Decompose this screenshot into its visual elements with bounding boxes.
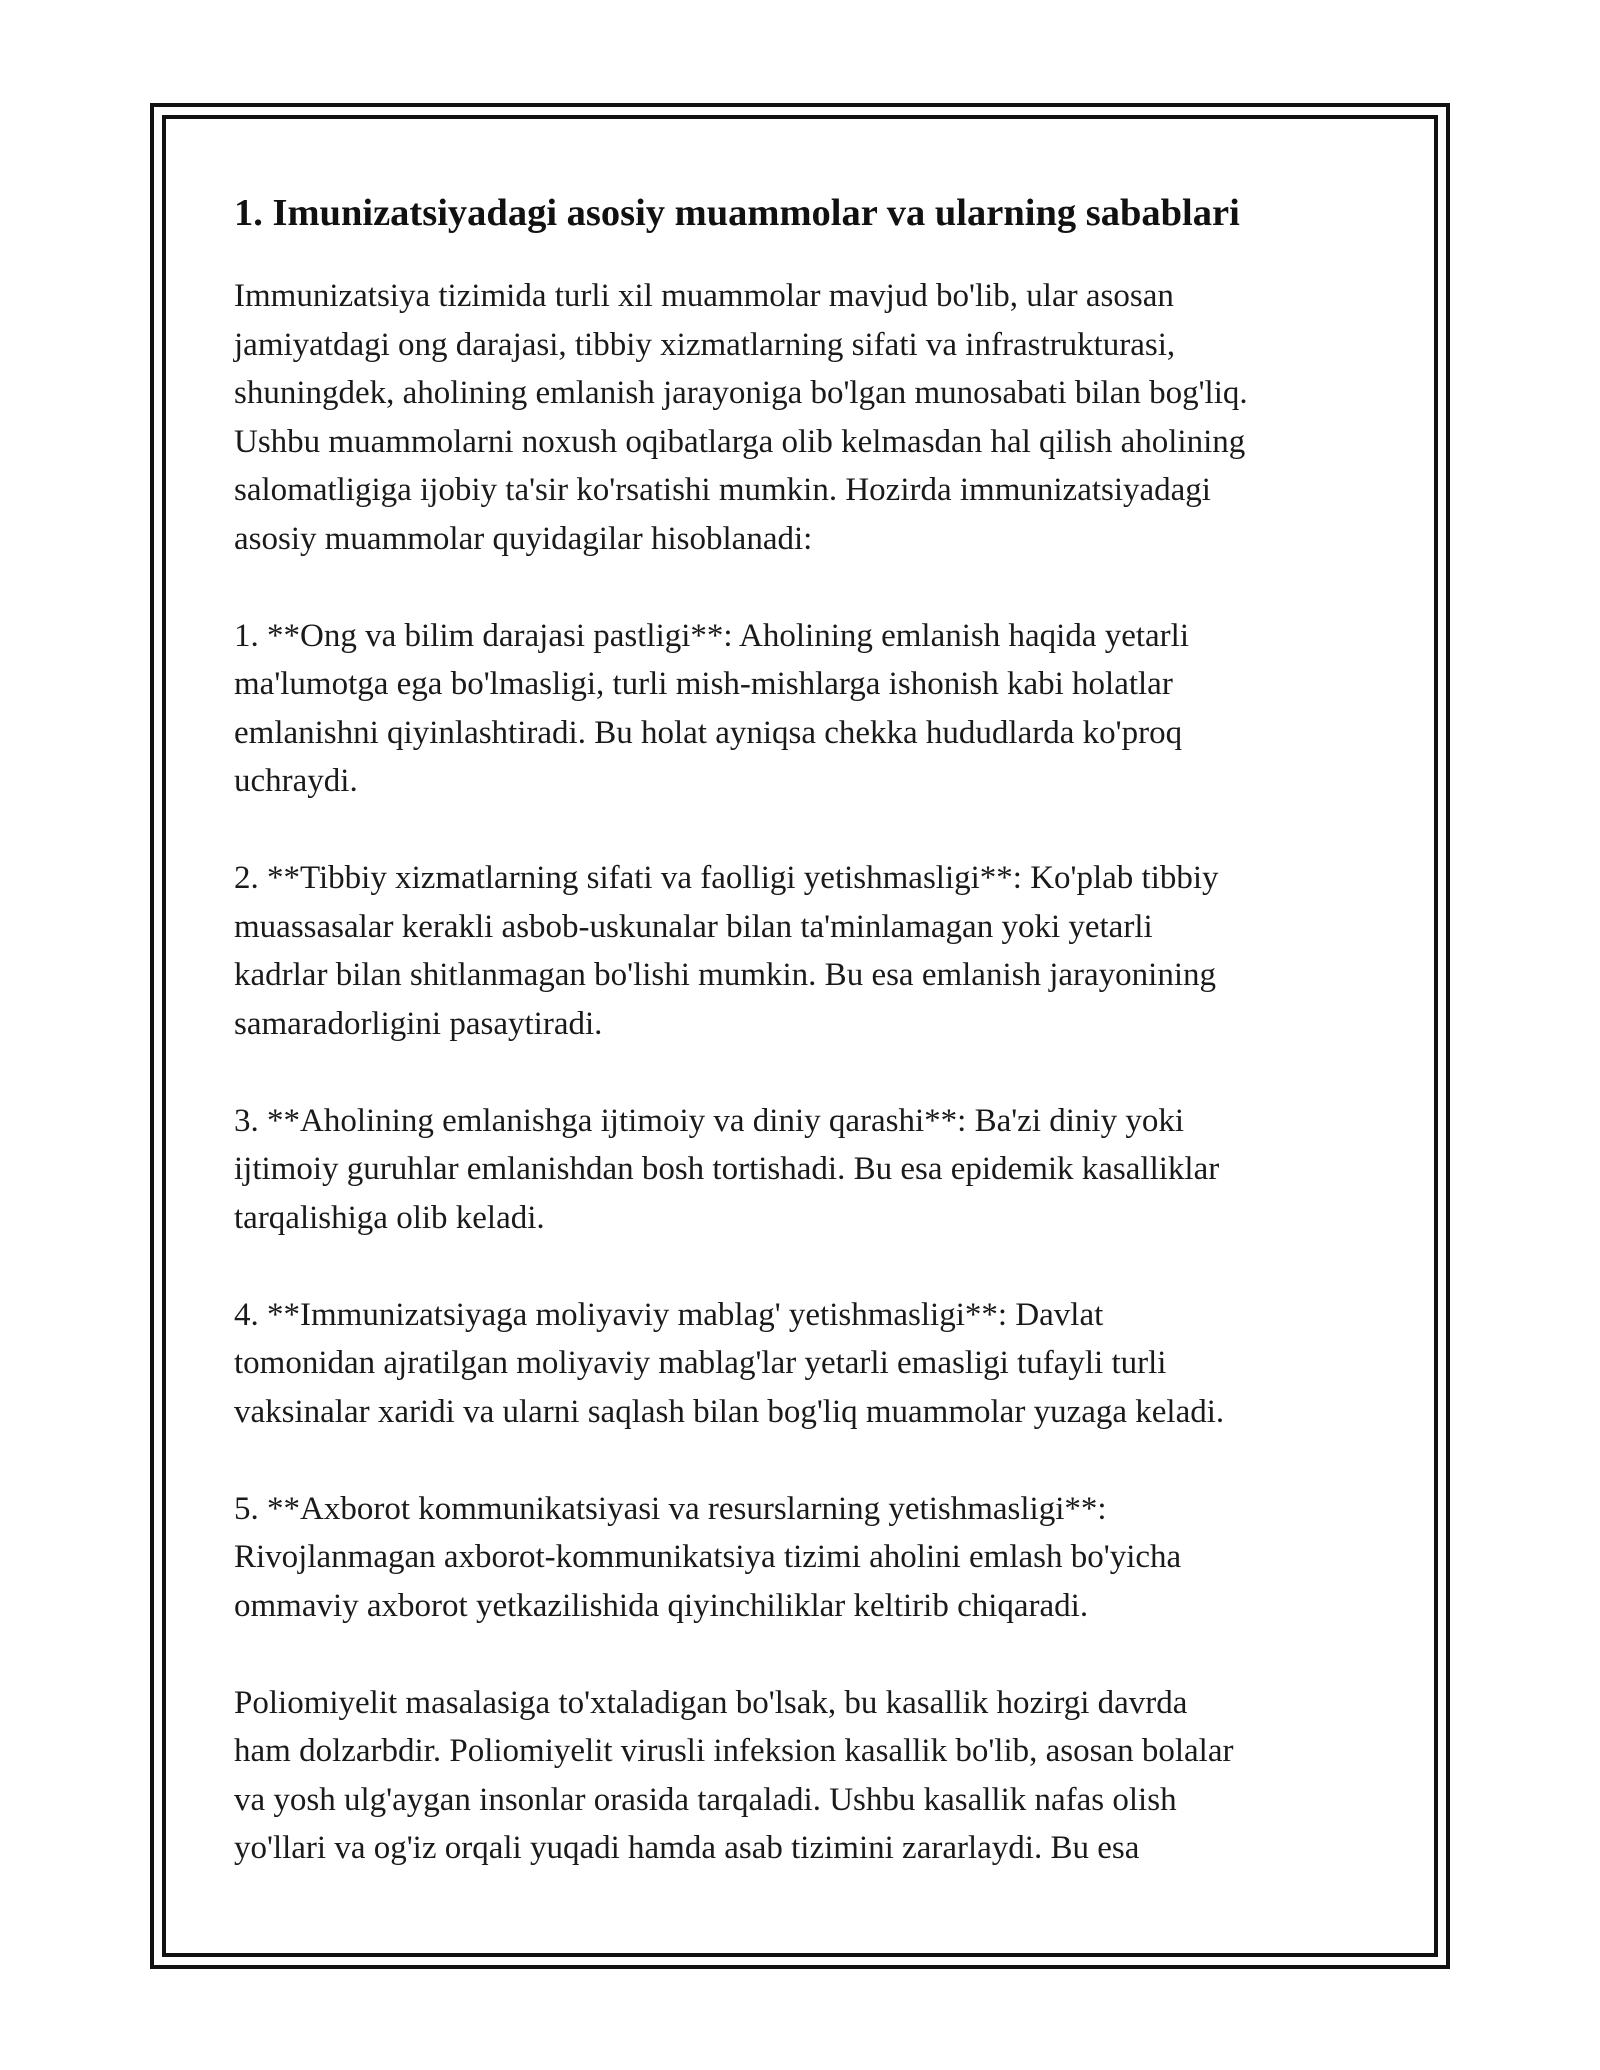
text-line: Immunizatsiya tizimida turli xil muammolar mavjud bo'lib, ular asosan [234, 278, 1174, 314]
text-line: tomonidan ajratilgan moliyaviy mablag'lar yetarli emasligi tufayli turli [234, 1345, 1167, 1381]
text-line: 2. **Tibbiy xizmatlarning sifati va faolligi yetishmasligi**: Ko'plab tibbiy [234, 860, 1219, 896]
text-line: yo'llari va og'iz orqali yuqadi hamda asab tizimini zararlaydi. Bu esa [234, 1830, 1140, 1866]
text-line: samaradorligini pasaytiradi. [234, 1005, 603, 1042]
text-line: Ushbu muammolarni noxush oqibatlarga olib kelmasdan hal qilish aholining [234, 423, 1246, 460]
text-line: Poliomiyelit masalasiga to'xtaladigan bo'lsak, bu kasallik hozirgi davrda [234, 1684, 1188, 1721]
text-line: salomatligiga ijobiy ta'sir ko'rsatishi mumkin. Hozirda immunizatsiyadagi [234, 472, 1211, 508]
text-line: 4. **Immunizatsiyaga moliyaviy mablag' yetishmasligi**: Davlat [234, 1296, 1104, 1333]
text-line: emlanishni qiyinlashtiradi. Bu holat ayniqsa chekka hududlarda ko'proq [234, 714, 1183, 751]
text-line: ham dolzarbdir. Poliomiyelit virusli infeksion kasallik bo'lib, asosan bolalar [234, 1733, 1234, 1769]
list-item-3 [234, 1097, 1374, 1243]
intro-paragraph [234, 272, 1374, 563]
text-line: muassasalar kerakli asbob-uskunalar bilan ta'minlamagan yoki yetarli [234, 908, 1153, 945]
text-line: jamiyatdagi ong darajasi, tibbiy xizmatlarning sifati va infrastrukturasi, [234, 326, 1176, 363]
list-item-5 [234, 1485, 1374, 1631]
text-line: 1. **Ong va bilim darajasi pastligi**: Aholining emlanish haqida yetarli [234, 617, 1190, 654]
text-line: va yosh ulg'aygan insonlar orasida tarqaladi. Ushbu kasallik nafas olish [234, 1781, 1177, 1818]
text-line: tarqalishiga olib keladi. [234, 1199, 545, 1236]
text-line: 5. **Axborot kommunikatsiyasi va resurslarning yetishmasligi**: [234, 1490, 1107, 1527]
text-line: ijtimoiy guruhlar emlanishdan bosh tortishadi. Bu esa epidemik kasalliklar [234, 1151, 1220, 1187]
text-line: 3. **Aholining emlanishga ijtimoiy va diniy qarashi**: Ba'zi diniy yoki [234, 1102, 1185, 1139]
text-line: kadrlar bilan shitlanmagan bo'lishi mumkin. Bu esa emlanish jarayonining [234, 957, 1217, 993]
text-line: ommaviy axborot yetkazilishida qiyinchiliklar keltirib chiqaradi. [234, 1587, 1089, 1624]
list-item-4 [234, 1291, 1374, 1437]
text-line: Rivojlanmagan axborot-kommunikatsiya tizimi aholini emlash bo'yicha [234, 1539, 1182, 1575]
text-line: asosiy muammolar quyidagilar hisoblanadi: [234, 520, 813, 557]
text-line: shuningdek, aholining emlanish jarayoniga bo'lgan munosabati bilan bog'liq. [234, 375, 1248, 411]
polio-paragraph [234, 1679, 1374, 1873]
text-line: uchraydi. [234, 763, 358, 799]
text-line: ma'lumotga ega bo'lmasligi, turli mish-mishlarga ishonish kabi holatlar [234, 666, 1173, 702]
list-item-1 [234, 612, 1374, 806]
text-line: vaksinalar xaridi va ularni saqlash bilan bog'liq muammolar yuzaga keladi. [234, 1393, 1225, 1430]
section-heading: 1. Imunizatsiyadagi asosiy muammolar va ularning sabablari [234, 192, 1240, 234]
document-body [234, 188, 1374, 1873]
list-item-2 [234, 854, 1374, 1048]
